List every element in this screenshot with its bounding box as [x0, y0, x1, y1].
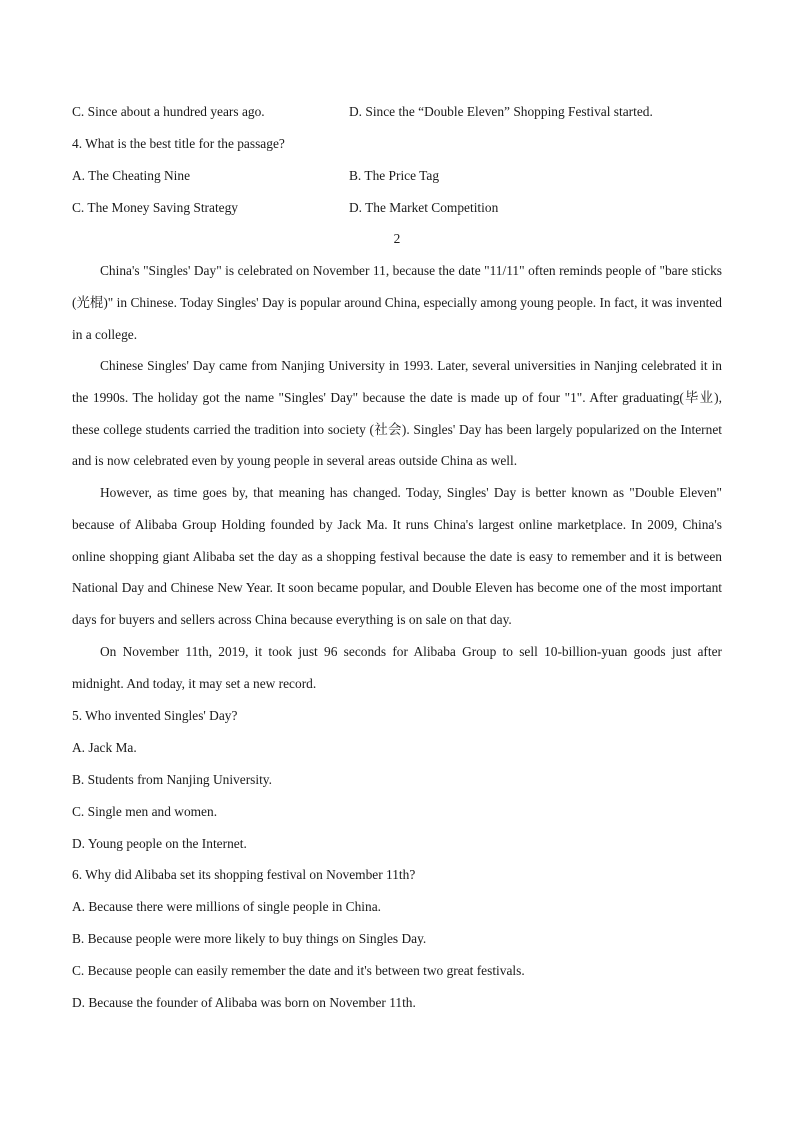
q6-option-a: A. Because there were millions of single people in China. — [72, 899, 382, 914]
q5-option-b: B. Students from Nanjing University. — [72, 772, 272, 787]
q6-option-d: D. Because the founder of Alibaba was born on November 11th. — [72, 995, 416, 1010]
q4-option-b: B. The Price Tag — [349, 168, 440, 183]
passage-number: 2 — [393, 231, 401, 246]
q6-option-b: B. Because people were more likely to buy things on Singles Day. — [72, 931, 427, 946]
q6-question: 6. Why did Alibaba set its shopping festival on November 11th? — [72, 867, 416, 882]
passage-paragraph-1: China's "Singles' Day" is celebrated on November 11, because the date "11/11" often reminds people of "bare sticks (光棍)" in Chinese. Today Singles' Day is popular around China, especially among young people. In fact, it was invented in a college. — [72, 263, 722, 342]
q3-option-c: C. Since about a hundred years ago. — [72, 104, 265, 119]
passage-paragraph-3: However, as time goes by, that meaning has changed. Today, Singles' Day is better known as "Double Eleven" because of Alibaba Group Holding founded by Jack Ma. It runs China's largest online marketplace. In 2009, China's online shopping giant Alibaba set the day as a shopping festival because the date is easy to remember and it is between National Day and Chinese New Year. It soon became popular, and Double Eleven has become one of the most important days for buyers and sellers across China because everything is on sale on that day. — [72, 485, 722, 628]
q5-option-a: A. Jack Ma. — [72, 740, 137, 755]
q3-option-d: D. Since the “Double Eleven” Shopping Festival started. — [349, 104, 653, 119]
q6-option-c: C. Because people can easily remember the date and it's between two great festivals. — [72, 963, 525, 978]
q5-question: 5. Who invented Singles' Day? — [72, 708, 238, 723]
q5-option-d: D. Young people on the Internet. — [72, 836, 247, 851]
q5-option-c: C. Single men and women. — [72, 804, 218, 819]
passage-paragraph-4: On November 11th, 2019, it took just 96 seconds for Alibaba Group to sell 10-billion-yuan goods just after midnight. And today, it may set a new record. — [72, 644, 722, 691]
passage-paragraph-2: Chinese Singles' Day came from Nanjing University in 1993. Later, several universities in Nanjing celebrated it in the 1990s. The holiday got the name "Singles' Day" because the date is made up of four "1". After graduating(毕业), these college students carried the tradition into society (社会). Singles' Day has been largely popularized on the Internet and is now celebrated even by young people in several areas outside China as well. — [72, 358, 722, 469]
q4-option-c: C. The Money Saving Strategy — [72, 200, 239, 215]
q4-option-d: D. The Market Competition — [349, 200, 499, 215]
q4-option-a: A. The Cheating Nine — [72, 168, 191, 183]
q4-question: 4. What is the best title for the passage? — [72, 136, 285, 151]
